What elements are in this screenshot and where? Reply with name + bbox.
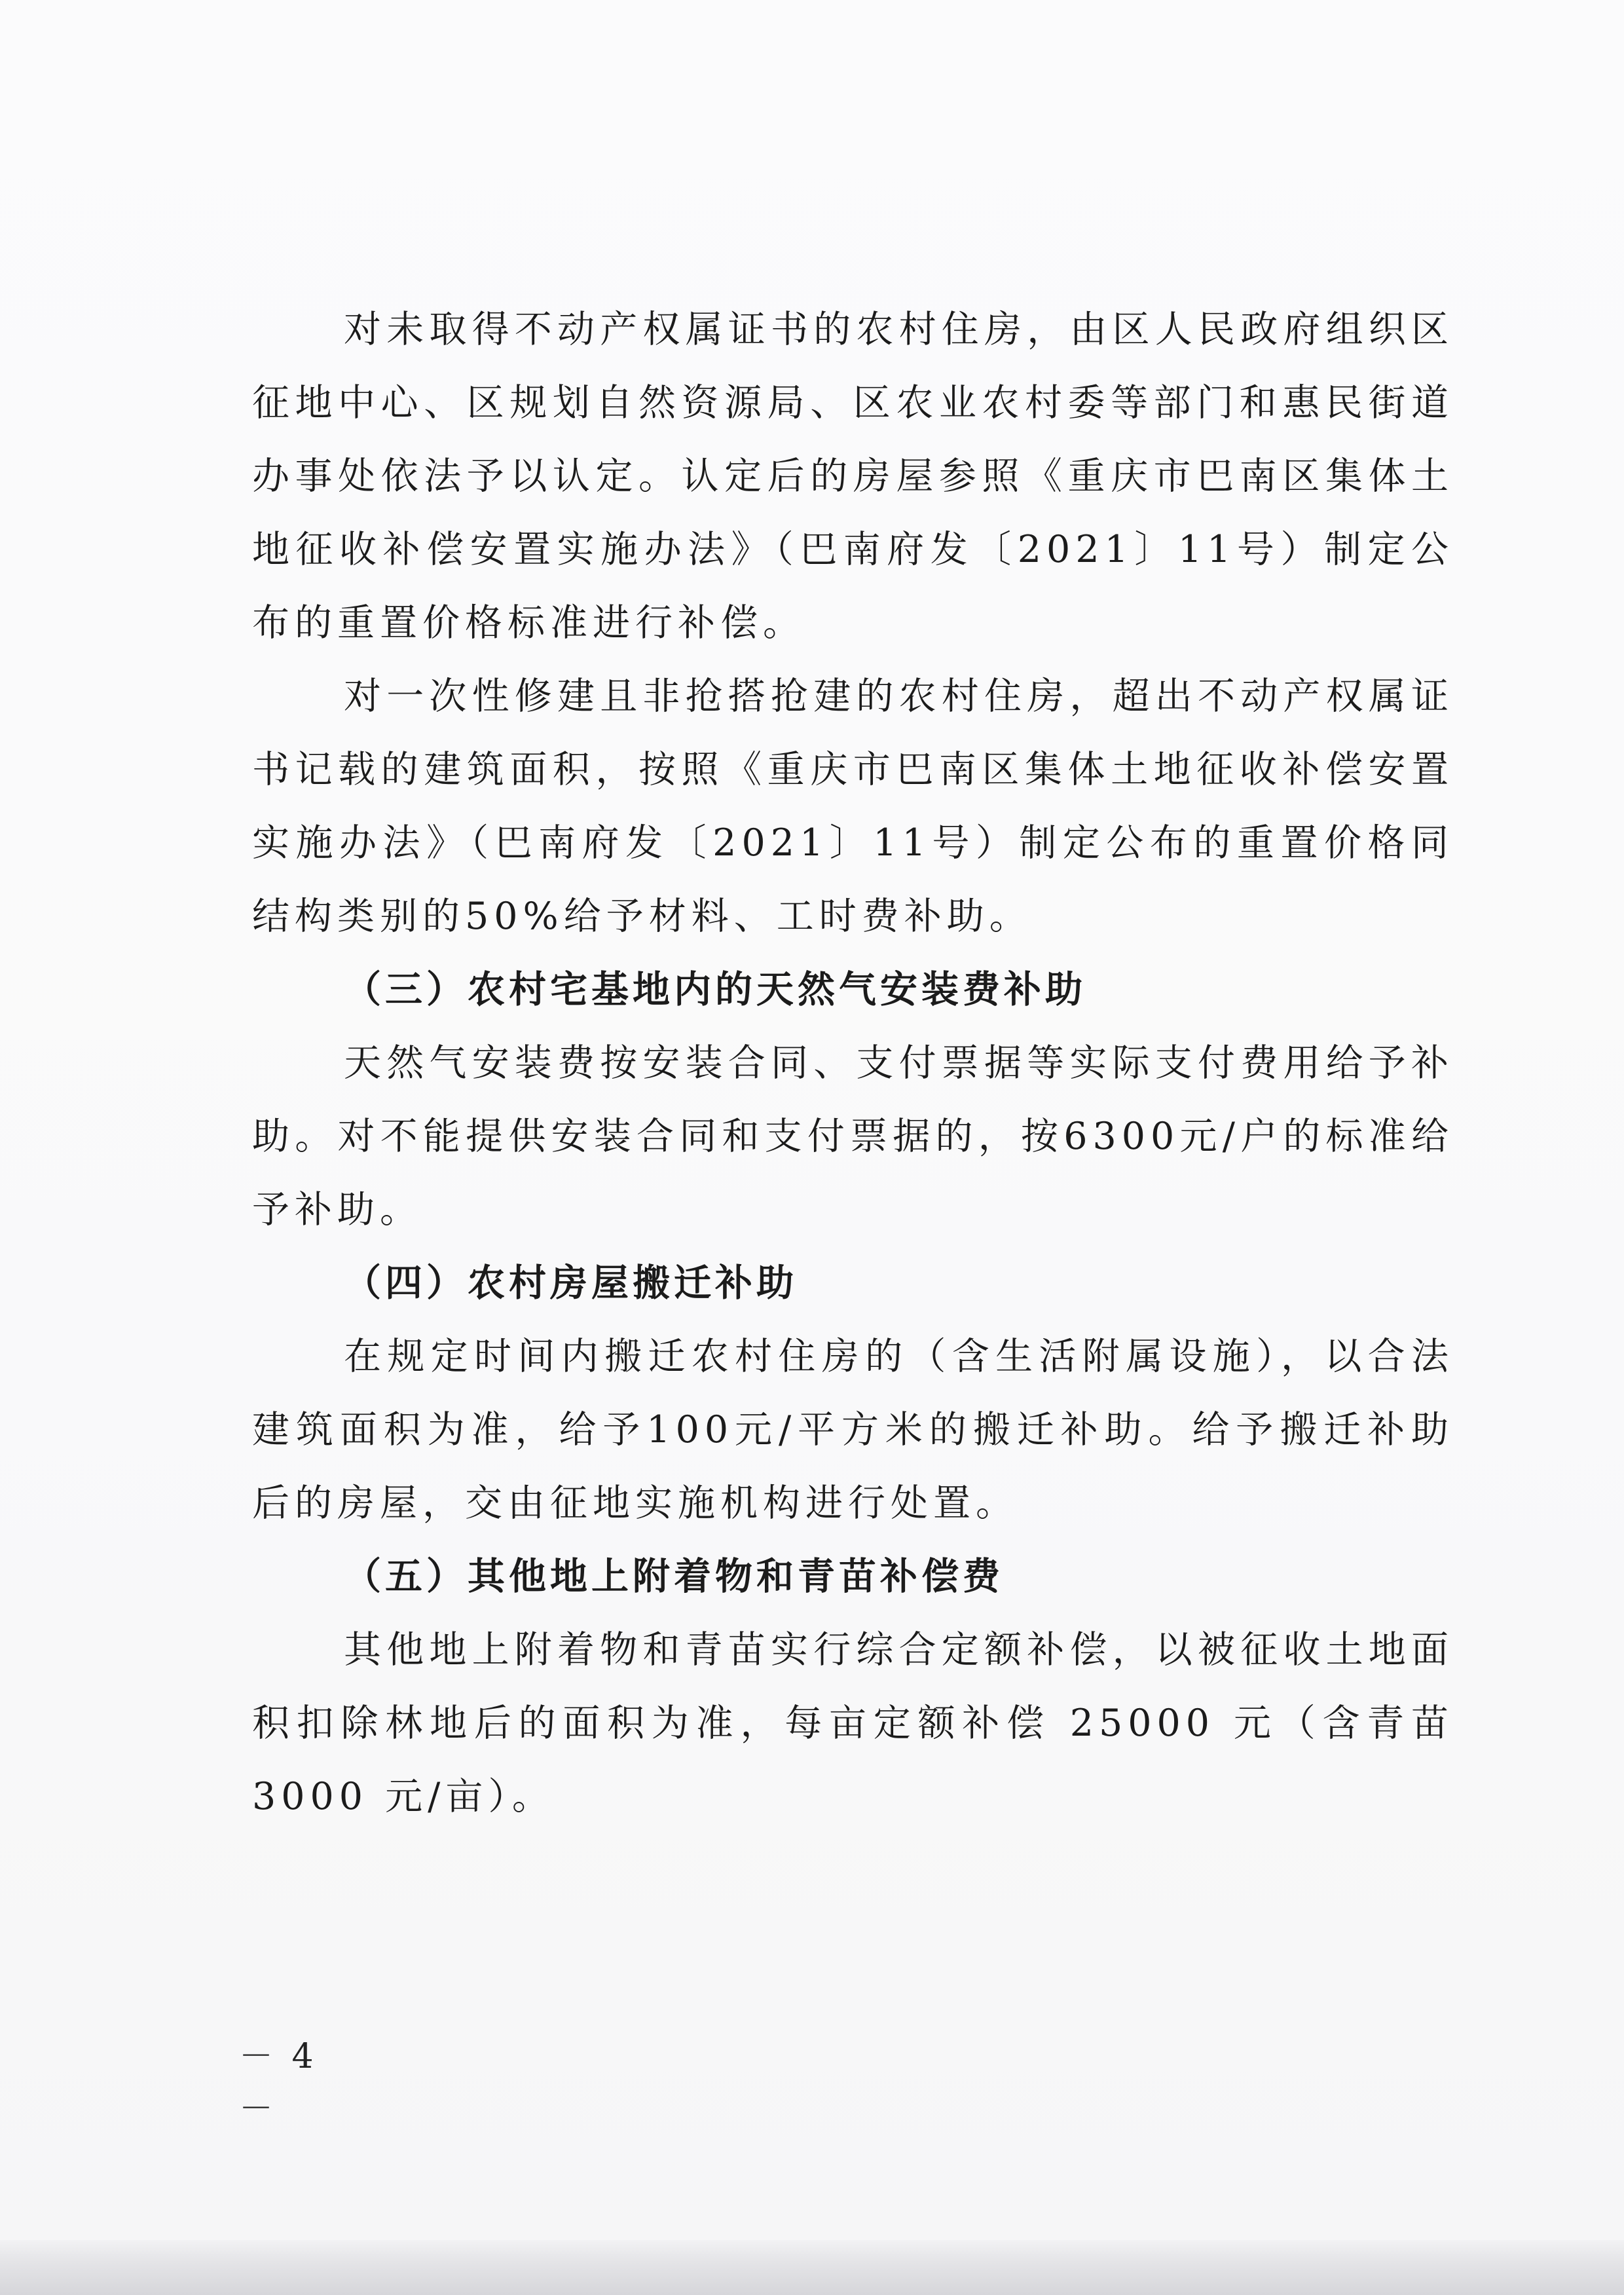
paragraph-excess-area: 对一次性修建且非抢搭抢建的农村住房，超出不动产权属证书记载的建筑面积，按照《重庆市巴南区集体土地征收补偿安置实施办法》（巴南府发〔2021〕11号）制定公布的重置价格同结构类别的50%给予材料、工时费补助。 — [252, 675, 1454, 938]
page-number: － 4 － — [239, 2037, 318, 2129]
paragraph-gas-installation: 天然气安装费按安装合同、支付票据等实际支付费用给予补助。对不能提供安装合同和支付票据的，按6300元/户的标准给予补助。 — [252, 1041, 1454, 1231]
paragraph-relocation: 在规定时间内搬迁农村住房的（含生活附属设施），以合法建筑面积为准，给予100元/平方米的搬迁补助。给予搬迁补助后的房屋，交由征地实施机构进行处置。 — [252, 1335, 1454, 1525]
paragraph-unregistered-housing: 对未取得不动产权属证书的农村住房，由区人民政府组织区征地中心、区规划自然资源局、区农业农村委等部门和惠民街道办事处依法予以认定。认定后的房屋参照《重庆市巴南区集体土地征收补偿安置实施办法》（巴南府发〔2021〕11号）制定公布的重置价格标准进行补偿。 — [252, 308, 1454, 644]
section-heading-relocation: （四）农村房屋搬迁补助 — [344, 1261, 798, 1305]
document-body — [252, 293, 1454, 1833]
section-heading-gas-installation: （三）农村宅基地内的天然气安装费补助 — [344, 967, 1086, 1011]
section-heading-attachments-seedlings: （五）其他地上附着物和青苗补偿费 — [344, 1554, 1004, 1598]
paragraph-attachments-seedlings: 其他地上附着物和青苗实行综合定额补偿，以被征收土地面积扣除林地后的面积为准，每亩定额补偿 25000 元（含青苗3000 元/亩）。 — [252, 1628, 1454, 1818]
scan-bottom-edge — [0, 2240, 1624, 2295]
